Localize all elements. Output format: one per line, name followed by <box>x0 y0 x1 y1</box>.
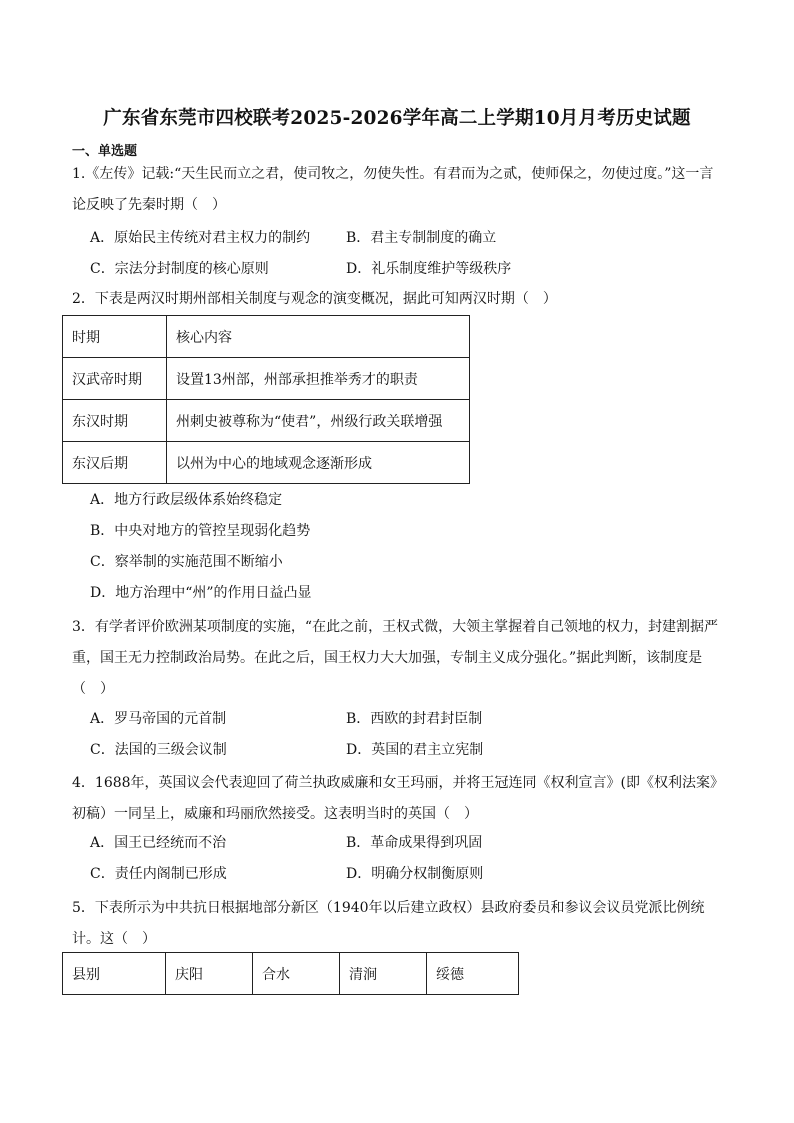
question-4-option-d: D．明确分权制衡原则 <box>346 866 484 882</box>
question-4-option-b: B．革命成果得到巩固 <box>346 835 483 851</box>
question-2-option-c: C．察举制的实施范围不断缩小 <box>90 554 283 570</box>
question-1-stem: 1.《左传》记载:“天生民而立之君，使司牧之，勿使失性。有君而为之贰，使师保之，勿使过度。”这一言论反映了先秦时期（ ） <box>72 166 714 213</box>
table-cell: 设置13州部，州部承担推举秀才的职责 <box>167 358 470 400</box>
page-title: 广东省东莞市四校联考2025-2026学年高二上学期10月月考历史试题 <box>103 108 691 129</box>
table-header-cell: 合水 <box>253 953 340 995</box>
table-row <box>63 358 470 400</box>
table-row <box>63 953 519 995</box>
question-1-option-a: A．原始民主传统对君主权力的制约 <box>90 230 311 246</box>
section-heading: 一、单选题 <box>72 144 138 159</box>
question-5-stem: 5．下表所示为中共抗日根据地部分新区（1940年以后建立政权）县政府委员和参议会议员党派比例统计。这（ ） <box>72 900 705 947</box>
question-5-table <box>62 952 519 995</box>
question-2-option-d: D．地方治理中“州”的作用日益凸显 <box>90 585 312 601</box>
question-1-option-d: D．礼乐制度维护等级秩序 <box>346 261 512 277</box>
table-cell: 以州为中心的地域观念逐渐形成 <box>167 442 470 484</box>
question-2-option-a: A．地方行政层级体系始终稳定 <box>90 492 283 508</box>
question-2-stem: 2．下表是两汉时期州部相关制度与观念的演变概况，据此可知两汉时期（ ） <box>72 291 557 307</box>
question-3-option-d: D．英国的君主立宪制 <box>346 742 484 758</box>
table-row <box>63 442 470 484</box>
question-3-option-c: C．法国的三级会议制 <box>90 742 227 758</box>
question-2-table <box>62 315 470 484</box>
question-1-option-b: B．君主专制制度的确立 <box>346 230 497 246</box>
table-header-cell: 绥德 <box>427 953 519 995</box>
table-row <box>63 400 470 442</box>
table-cell: 东汉时期 <box>63 400 167 442</box>
question-3-option-a: A．罗马帝国的元首制 <box>90 711 227 727</box>
question-1-option-c: C．宗法分封制度的核心原则 <box>90 261 269 277</box>
table-row <box>63 316 470 358</box>
table-header-cell: 核心内容 <box>167 316 470 358</box>
question-3-stem: 3．有学者评价欧洲某项制度的实施，“在此之前，王权式微，大领主掌握着自己领地的权力，封建割据严重，国王无力控制政治局势。在此之后，国王权力大大加强，专制主义成分强化。”据此判断，该制度是（ ） <box>72 619 719 697</box>
table-header-cell: 清涧 <box>340 953 427 995</box>
question-4-option-a: A．国王已经统而不治 <box>90 835 227 851</box>
question-3-option-b: B．西欧的封君封臣制 <box>346 711 483 727</box>
table-header-cell: 庆阳 <box>166 953 253 995</box>
question-4-option-c: C．责任内阁制已形成 <box>90 866 227 882</box>
table-header-cell: 时期 <box>63 316 167 358</box>
table-cell: 东汉后期 <box>63 442 167 484</box>
question-4-stem: 4．1688年，英国议会代表迎回了荷兰执政威廉和女王玛丽，并将王冠连同《权利宣言》(即《权利法案》初稿）一同呈上，威廉和玛丽欣然接受。这表明当时的英国（ ） <box>72 775 717 822</box>
table-cell: 州刺史被尊称为“使君”，州级行政关联增强 <box>167 400 470 442</box>
table-cell: 汉武帝时期 <box>63 358 167 400</box>
question-2-option-b: B．中央对地方的管控呈现弱化趋势 <box>90 523 311 539</box>
table-header-cell: 县别 <box>63 953 166 995</box>
